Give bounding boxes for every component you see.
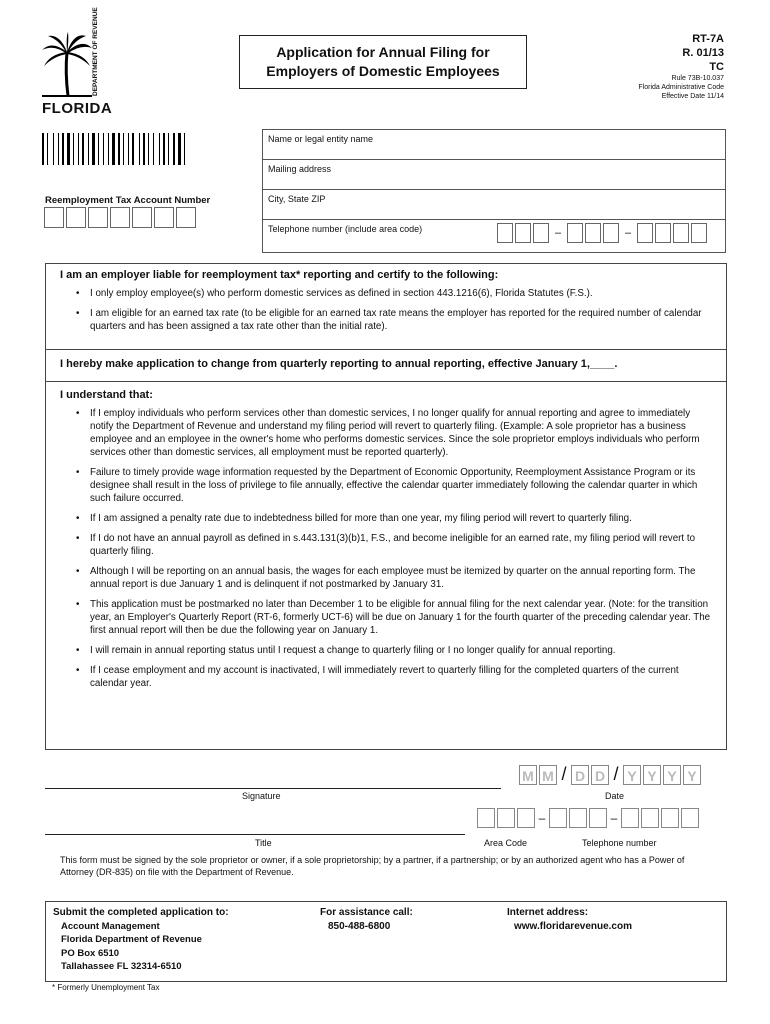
account-digit-box[interactable] [44,207,64,228]
phone-digit-box[interactable] [589,808,607,828]
phone-dash: – [624,227,632,239]
internet-heading: Internet address: [507,907,589,918]
date-slash: / [613,764,619,784]
understand-bullet: • If I cease employment and my account is inactivated, I will immediately revert to quarterly filling for the completed quarters of the current calendar year. [60,664,712,690]
phone-digit-box[interactable] [533,223,549,243]
phone-digit-box[interactable] [655,223,671,243]
date-label: Date [605,791,625,801]
phone-digit-box[interactable] [515,223,531,243]
title-line-2: Employers of Domestic Employees [266,63,500,79]
submit-line: Tallahassee FL 32314-6510 [61,961,182,972]
city-state-zip-field[interactable] [263,190,725,220]
signature-label: Signature [242,791,281,801]
employer-info-fields [262,129,726,253]
phone-digit-box[interactable] [517,808,535,828]
date-box[interactable]: Y [623,765,641,785]
certification-box [45,263,727,750]
submit-line: PO Box 6510 [61,947,120,959]
form-title [239,35,527,89]
understand-bullet: • This application must be postmarked no later than December 1 to be eligible for annual filing for the next calendar year. (Note: for the transition year, an Employer's Quarterly Report (RT-6, formerly UCT-6) will be due on January 1 for the fourth quarter of the preceding calendar year. The first annual report will then be due the following year on January 1. [60,598,712,637]
understand-bullet: • If I am assigned a penalty rate due to indebtedness billed for more than one year, my filing period will revert to quarterly filing. [60,512,712,525]
phone-digit-box[interactable] [569,808,587,828]
area-code-label: Area Code [484,838,528,848]
certify-bullet: • I only employ employee(s) who perform domestic services as defined in section 443.1216(6), Florida Statutes (F.S.). [60,287,712,300]
effective-date: Effective Date 11/14 [661,93,724,100]
form-code: TC [709,61,724,73]
understand-bullet: • If I employ individuals who perform services other than domestic services, I no longer qualify for annual reporting and agree to immediately notify the Department of Revenue and understand my filing period will revert to quarterly filing. (Example: A sole proprietor has a business employee and an employee in the owner's home who performs domestic services. Since the sole proprietor employs individuals who perform services other than domestic services, all employment must be reported quarterly). [60,407,712,459]
phone-digit-box[interactable] [477,808,495,828]
date-box[interactable]: Y [663,765,681,785]
florida-wordmark: FLORIDA [42,100,113,117]
account-digit-box[interactable] [132,207,152,228]
phone-digit-box[interactable] [549,808,567,828]
form-revision: R. 01/13 [682,47,724,59]
form-id: RT-7A [692,33,724,45]
understand-bullet: • If I do not have an annual payroll as defined in s.443.131(3)(b)1, F.S., and become ineligible for an earned rate, my filing period will revert to quarterly filing. [60,532,712,558]
phone-digit-box[interactable] [681,808,699,828]
contact-box [45,901,727,982]
internet-url[interactable]: www.floridarevenue.com [514,920,632,932]
date-input[interactable] [519,764,701,785]
date-box[interactable]: M [519,765,537,785]
mailing-address-label: Mailing address [268,164,332,174]
date-slash: / [561,764,567,784]
phone-digit-box[interactable] [567,223,583,243]
certify-bullet: • I am eligible for an earned tax rate (to be eligible for an earned tax rate means the employer has reported for the required number of calendar quarters and has been assigned a tax rate other than the initial rate). [60,307,712,333]
signature-line[interactable] [45,788,501,789]
internet-column [507,906,632,933]
city-state-zip-label: City, State ZIP [268,194,326,204]
date-box[interactable]: Y [683,765,701,785]
phone-digit-box[interactable] [661,808,679,828]
submit-line: Florida Department of Revenue [61,934,202,945]
palm-tree-icon [42,32,92,98]
phone-digit-box[interactable] [585,223,601,243]
date-box[interactable]: M [539,765,557,785]
telephone-label: Telephone number (include area code) [268,224,423,234]
phone-digit-box[interactable] [641,808,659,828]
name-field-label: Name or legal entity name [268,134,374,144]
certify-heading: I am an employer liable for reemployment tax* reporting and certify to the following: [60,269,499,281]
name-field[interactable] [263,130,725,160]
phone-digit-box[interactable] [603,223,619,243]
title-line[interactable] [45,834,465,835]
admin-code: Florida Administrative Code [638,84,724,91]
application-heading: I hereby make application to change from quarterly reporting to annual reporting, effective January 1,____. [60,358,618,370]
assistance-heading: For assistance call: [320,907,413,918]
signing-note: This form must be signed by the sole proprietor or owner, if a sole proprietorship; by a partner, if a partnership; or by an authorized agent who has a Power of Attorney (DR-835) on file with the Department of Revenue. [60,855,685,877]
footnote: * Formerly Unemployment Tax [52,983,160,992]
telephone-number-label: Telephone number [582,838,657,848]
signature-phone-input[interactable] [477,808,699,828]
assistance-column [320,906,413,933]
phone-digit-box[interactable] [497,808,515,828]
understand-bullet: • Failure to timely provide wage information requested by the Department of Economic Opportunity, Reemployment Assistance Program or its designee shall result in the loss of privilege to file annually, effective the calendar quarter immediately following the calendar quarter in which such failure occurred. [60,466,712,505]
telephone-input[interactable] [497,223,707,243]
account-digit-box[interactable] [110,207,130,228]
rule-number: Rule 73B-10.037 [671,75,724,82]
submit-heading: Submit the completed application to: [53,907,229,918]
phone-dash: – [538,811,546,825]
logo-department-text: DEPARTMENT OF REVENUE [92,7,99,96]
phone-digit-box[interactable] [637,223,653,243]
mailing-address-field[interactable] [263,160,725,190]
account-number-input[interactable] [44,207,196,228]
phone-digit-box[interactable] [691,223,707,243]
submit-column [53,906,229,974]
account-digit-box[interactable] [154,207,174,228]
date-box[interactable]: D [591,765,609,785]
rule-reference [638,74,724,101]
phone-digit-box[interactable] [621,808,639,828]
submit-line: Account Management [61,920,160,932]
assistance-phone[interactable]: 850-488-6800 [328,920,391,932]
form-identifier [682,32,724,74]
date-box[interactable]: Y [643,765,661,785]
understand-bullet: • Although I will be reporting on an annual basis, the wages for each employee must be itemized by quarter on the annual reporting form. The annual report is due January 1 and is delinquent if not postmarked by January 31. [60,565,712,591]
account-digit-box[interactable] [88,207,108,228]
phone-digit-box[interactable] [497,223,513,243]
understand-heading: I understand that: [60,389,153,401]
account-number-label: Reemployment Tax Account Number [45,195,211,206]
barcode [42,133,222,165]
phone-digit-box[interactable] [673,223,689,243]
section-application [46,350,726,382]
phone-dash: – [554,227,562,239]
date-box[interactable]: D [571,765,589,785]
phone-dash: – [610,811,618,825]
title-label: Title [255,838,272,848]
account-digit-box[interactable] [66,207,86,228]
account-digit-box[interactable] [176,207,196,228]
section-understand [46,382,726,703]
telephone-field [263,220,725,252]
understand-bullet: • I will remain in annual reporting status until I request a change to quarterly filing or I no longer qualify for annual reporting. [60,644,712,657]
title-line-1: Application for Annual Filing for [276,44,490,60]
section-certify [46,264,726,350]
